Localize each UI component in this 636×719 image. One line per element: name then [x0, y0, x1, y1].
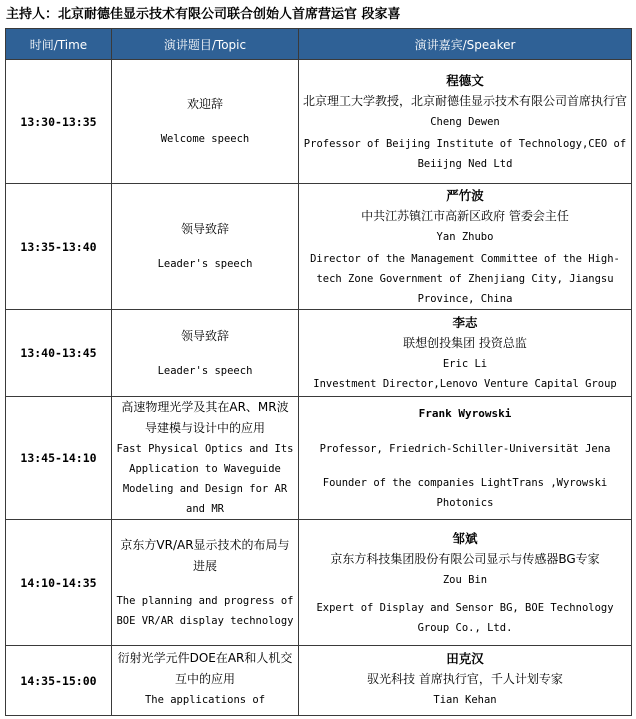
time-cell: 13:35-13:40: [6, 184, 112, 310]
speaker-title-cn: 北京理工大学教授，北京耐德佳显示技术有限公司首席执行官: [303, 93, 628, 108]
time-cell: 13:45-14:10: [6, 397, 112, 520]
header-time: 时间/Time: [6, 29, 112, 60]
header-topic: 演讲题目/Topic: [112, 29, 299, 60]
topic-cn: 领导致辞: [180, 328, 229, 343]
speaker-title-en: Professor, Friedrich-Schiller-Universität Jena: [319, 443, 611, 455]
speaker-cell: [299, 646, 632, 716]
schedule-table: [5, 28, 632, 716]
table-row: [6, 397, 632, 520]
speaker-cell: [299, 310, 632, 397]
speaker-title-en: Expert of Display and Sensor BG, BOE Technology Group Co., Ltd.: [316, 601, 614, 634]
speaker-title-en: Investment Director,Lenovo Venture Capital Group: [313, 378, 617, 390]
topic-en: Welcome speech: [160, 133, 250, 145]
speaker-title-en: Director of the Management Committee of the High-tech Zone Government of Zhenjiang City, Jiangsu Province, China: [310, 252, 620, 305]
topic-cn: 高速物理光学及其在AR、MR波导建模与设计中的应用: [121, 400, 289, 435]
speaker-name: Frank Wyrowski: [418, 407, 512, 420]
speaker-name: 田克汉: [446, 651, 484, 666]
topic-en: The applications of: [144, 694, 266, 706]
speaker-title-cn: 驭光科技 首席执行官，千人计划专家: [367, 672, 563, 686]
host-line: 主持人：北京耐德佳显示技术有限公司联合创始人首席营运官 段家喜: [6, 7, 401, 22]
speaker-name-en: Yan Zhubo: [436, 230, 494, 243]
topic-cell: [112, 184, 299, 310]
topic-cn: 领导致辞: [180, 222, 229, 236]
topic-en: The planning and progress of BOE VR/AR display technology: [116, 594, 294, 627]
speaker-cell: [299, 184, 632, 310]
speaker-name-en: Cheng Dewen: [430, 115, 500, 128]
time-cell: 13:30-13:35: [6, 60, 112, 184]
speaker-name: 严竹波: [446, 187, 484, 203]
header-row: [6, 29, 632, 60]
topic-cell: [112, 520, 299, 646]
speaker-name-en: Tian Kehan: [433, 694, 497, 706]
speaker-title-cn: 中共江苏镇江市高新区政府 管委会主任: [361, 208, 569, 223]
speaker-title-cn: 联想创投集团 投资总监: [403, 336, 527, 350]
table-row: [6, 646, 632, 716]
time-cell: 13:40-13:45: [6, 310, 112, 397]
topic-en: Leader's speech: [157, 364, 253, 377]
time-cell: 14:35-15:00: [6, 646, 112, 716]
speaker-name-en: Eric Li: [442, 358, 488, 370]
table-row: [6, 520, 632, 646]
topic-cn: 欢迎辞: [186, 97, 223, 111]
speaker-name: 程德文: [446, 72, 484, 88]
table-row: [6, 184, 632, 310]
topic-cn: 京东方VR/AR显示技术的布局与进展: [120, 537, 290, 573]
table-row: [6, 60, 632, 184]
topic-cell: [112, 646, 299, 716]
speaker-cell: [299, 397, 632, 520]
topic-cell: [112, 60, 299, 184]
speaker-title-en: Professor of Beijing Institute of Technology,CEO of Beiijng Ned Ltd: [303, 137, 627, 170]
speaker-title-en-2: Founder of the companies LightTrans ,Wyrowski Photonics: [322, 477, 608, 509]
speaker-name: 邹斌: [452, 530, 478, 546]
time-cell: 14:10-14:35: [6, 520, 112, 646]
topic-en: Leader's speech: [157, 258, 253, 270]
topic-cell: [112, 310, 299, 397]
speaker-name: 李志: [452, 315, 478, 330]
speaker-title-cn: 京东方科技集团股份有限公司显示与传感器BG专家: [330, 551, 600, 566]
topic-cn: 衍射光学元件DOE在AR和人机交互中的应用: [117, 651, 293, 686]
table-row: [6, 310, 632, 397]
speaker-cell: [299, 60, 632, 184]
header-speaker: 演讲嘉宾/Speaker: [299, 29, 632, 60]
speaker-name-en: Zou Bin: [442, 573, 488, 586]
speaker-cell: [299, 520, 632, 646]
topic-cell: [112, 397, 299, 520]
topic-en: Fast Physical Optics and Its Application to Waveguide Modeling and Design for AR and MR: [116, 443, 294, 515]
